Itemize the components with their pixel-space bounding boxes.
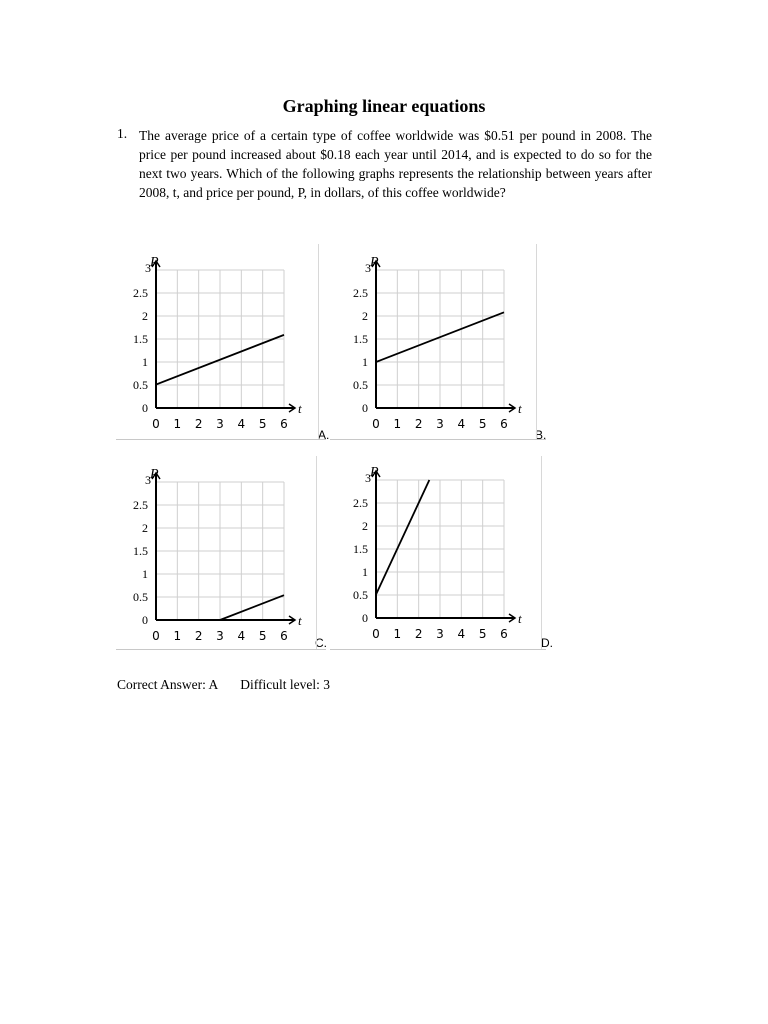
x-axis-label: t	[518, 401, 522, 416]
x-tick-label: 6	[280, 629, 288, 643]
choice-label-d: D.	[541, 636, 553, 650]
x-tick-label: 4	[237, 417, 246, 431]
choice-label-c: C.	[315, 636, 327, 650]
y-tick-label: 0	[142, 613, 148, 627]
x-axis-label: t	[518, 611, 522, 626]
question-number: 1.	[117, 126, 128, 141]
x-axis-label: t	[298, 613, 302, 628]
choice-label-a: A.	[318, 428, 330, 442]
x-tick-label: 4	[457, 627, 466, 641]
x-tick-label: 1	[393, 417, 402, 431]
graph-b-svg	[336, 248, 546, 438]
x-tick-label: 3	[216, 417, 224, 431]
page-title: Graphing linear equations	[282, 96, 486, 116]
graph-choice-d	[336, 458, 546, 648]
divider-row1-left	[116, 439, 326, 440]
x-tick-label: 6	[500, 417, 508, 431]
y-tick-label: 1.5	[353, 332, 368, 346]
x-tick-label: 3	[216, 629, 224, 643]
y-tick-label: 1	[362, 355, 368, 369]
y-tick-label: 0	[362, 611, 368, 625]
x-tick-label: 0	[152, 629, 160, 643]
x-tick-label: 5	[258, 629, 267, 643]
x-tick-label: 5	[478, 627, 487, 641]
y-tick-label: 0.5	[133, 378, 148, 392]
divider-row2-left	[116, 649, 326, 650]
x-tick-label: 4	[457, 417, 466, 431]
x-tick-label: 6	[500, 627, 508, 641]
y-tick-label: 0	[362, 401, 368, 415]
y-tick-label: 2	[142, 309, 148, 323]
y-tick-label: 0	[142, 401, 148, 415]
y-axis-label: P	[150, 467, 159, 482]
y-tick-label: 3	[365, 471, 371, 485]
y-tick-label: 1.5	[133, 544, 148, 558]
y-tick-label: 2.5	[353, 496, 368, 510]
x-tick-label: 2	[414, 627, 423, 641]
x-tick-label: 1	[393, 627, 402, 641]
y-tick-label: 1	[142, 567, 148, 581]
y-tick-label: 3	[145, 261, 151, 275]
x-tick-label: 1	[173, 629, 182, 643]
y-tick-label: 2	[362, 309, 368, 323]
y-tick-label: 0.5	[353, 588, 368, 602]
x-tick-label: 2	[414, 417, 423, 431]
x-tick-label: 0	[372, 417, 380, 431]
x-tick-label: 0	[152, 417, 160, 431]
y-tick-label: 2	[142, 521, 148, 535]
graph-a-svg	[116, 248, 326, 438]
footer	[117, 677, 330, 693]
difficulty-level: Difficult level: 3	[240, 677, 330, 692]
y-tick-label: 1	[142, 355, 148, 369]
y-axis-label: P	[370, 465, 379, 480]
x-tick-label: 3	[436, 417, 444, 431]
graph-d-svg	[336, 458, 546, 648]
x-tick-label: 6	[280, 417, 288, 431]
x-tick-label: 0	[372, 627, 380, 641]
divider-row2-right	[330, 649, 546, 650]
graph-choice-c	[116, 460, 326, 650]
y-tick-label: 2.5	[353, 286, 368, 300]
y-tick-label: 0.5	[133, 590, 148, 604]
x-tick-label: 2	[194, 417, 203, 431]
x-tick-label: 3	[436, 627, 444, 641]
data-line	[376, 480, 429, 595]
divider-col-2	[536, 244, 537, 439]
y-tick-label: 2.5	[133, 286, 148, 300]
divider-col-1	[318, 244, 319, 439]
x-tick-label: 5	[478, 417, 487, 431]
graph-choice-b	[336, 248, 546, 438]
x-tick-label: 2	[194, 629, 203, 643]
correct-answer: Correct Answer: A	[117, 677, 219, 692]
x-tick-label: 5	[258, 417, 267, 431]
divider-row1-right	[330, 439, 546, 440]
y-tick-label: 1.5	[353, 542, 368, 556]
graph-choice-a	[116, 248, 326, 438]
data-line	[220, 595, 284, 620]
y-axis-label: P	[370, 255, 379, 270]
y-tick-label: 3	[145, 473, 151, 487]
y-tick-label: 2	[362, 519, 368, 533]
y-tick-label: 1	[362, 565, 368, 579]
divider-col-3	[316, 456, 317, 649]
x-axis-label: t	[298, 401, 302, 416]
choice-label-b: B.	[535, 428, 547, 442]
divider-col-4	[541, 456, 542, 649]
graph-c-svg	[116, 460, 326, 650]
x-tick-label: 1	[173, 417, 182, 431]
y-tick-label: 3	[365, 261, 371, 275]
x-tick-label: 4	[237, 629, 246, 643]
y-tick-label: 1.5	[133, 332, 148, 346]
y-tick-label: 0.5	[353, 378, 368, 392]
y-axis-label: P	[150, 255, 159, 270]
y-tick-label: 2.5	[133, 498, 148, 512]
question-text: The average price of a certain type of coffee worldwide was $0.51 per pound in 2008. The price per pound increased about $0.18 each year until 2014, and is expected to do so for the next two years. Which of the following graphs represents the relationship between years after 2008, t, and price per pound, P, in dollars, of this coffee worldwide?	[139, 128, 652, 200]
